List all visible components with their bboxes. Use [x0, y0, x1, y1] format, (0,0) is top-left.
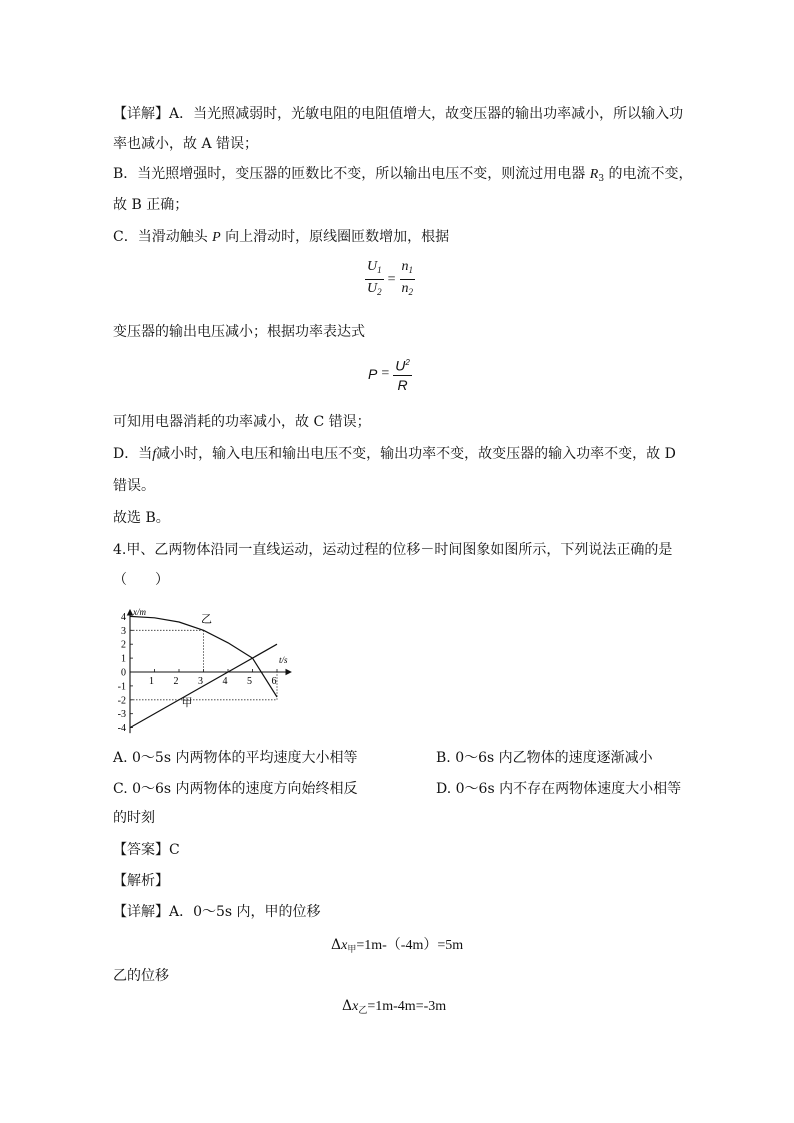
symbol: R: [397, 376, 408, 393]
text-line-2: 率也减小，故 A 错误；: [113, 136, 259, 152]
text-segment: 减小时，输入电压和输出电压不变，输出功率不变，故变压器的输入功率不变，故 D: [156, 446, 676, 462]
y-tick-label: -1: [117, 681, 126, 693]
yi-label: 乙的位移: [113, 968, 169, 984]
y-tick-label: 1: [121, 653, 126, 665]
variable-f: f: [152, 447, 157, 462]
x-tick-label: 3: [198, 676, 203, 687]
text-line-4: 故 B 正确；: [113, 197, 189, 213]
equation-yi: [342, 998, 446, 1016]
symbol: n: [401, 281, 409, 296]
displacement-time-chart: [108, 600, 308, 740]
x-tick-label: 2: [173, 676, 179, 687]
option-b: B. 0～6s 内乙物体的速度逐渐减小: [436, 750, 653, 766]
subscript: 3: [598, 174, 605, 184]
y-tick-label: -2: [117, 695, 126, 707]
fraction-u: [365, 258, 384, 301]
option-d-continued: 的时刻: [113, 810, 155, 826]
text-line-7: 可知用电器消耗的功率减小，故 C 错误；: [113, 414, 371, 430]
text-line-1: 【详解】A．当光照减弱时，光敏电阻的电阻值增大，故变压器的输出功率减小，所以输入功: [113, 106, 684, 122]
y-axis-label: x/m: [133, 607, 146, 618]
x-tick-label: 6: [271, 676, 277, 687]
text-line-10: 故选 B。: [113, 510, 170, 526]
equation-jia: [331, 934, 463, 955]
text-line-8: [113, 444, 676, 465]
question-paren: （ ）: [113, 572, 169, 588]
option-a: A. 0～5s 内两物体的平均速度大小相等: [113, 750, 358, 766]
option-d: D. 0～6s 内不存在两物体速度大小相等: [436, 781, 682, 797]
variable-x: x: [341, 938, 348, 953]
formula-power: [368, 354, 412, 394]
subscript: 1: [377, 265, 382, 275]
fraction-power: [393, 354, 412, 394]
text-segment: D．当: [113, 446, 153, 462]
formula-ratio: [365, 258, 415, 301]
answer-label: 【答案】: [113, 842, 169, 858]
variable-x: x: [352, 999, 359, 1014]
answer-value: C: [169, 842, 180, 858]
text-segment: 的电流不变，: [604, 166, 693, 182]
x-tick-label: 5: [247, 676, 252, 687]
subscript: 1: [408, 265, 414, 275]
equation-rest: =1m-4m=-3m: [367, 999, 447, 1014]
x-tick-label: 4: [222, 676, 228, 687]
y-tick-label: 4: [121, 611, 126, 623]
x-tick-label: 1: [149, 676, 154, 687]
series-yi-label: 乙: [201, 613, 213, 626]
text-segment: 向上滑动时，原线圈匝数增加，根据: [220, 229, 450, 245]
text-line-6: 变压器的输出电压减小；根据功率表达式: [113, 324, 365, 340]
option-c: C. 0～6s 内两物体的速度方向始终相反: [113, 781, 358, 797]
text-segment: C．当滑动触头: [113, 229, 213, 245]
delta-symbol: Δ: [342, 998, 353, 1014]
symbol: U: [367, 281, 378, 296]
superscript: 2: [405, 358, 410, 367]
delta-symbol: Δ: [331, 937, 342, 953]
symbol: U: [395, 357, 406, 374]
text-line-3: [113, 164, 693, 189]
fraction-n: [400, 258, 416, 301]
analysis-detail: 【详解】A．0～5s 内，甲的位移: [113, 904, 321, 920]
y-tick-label: 2: [121, 639, 126, 651]
analysis-label: 【解析】: [113, 873, 169, 889]
y-tick-label: -3: [117, 709, 126, 721]
answer-line: [113, 840, 180, 860]
symbol: U: [367, 259, 378, 274]
series-jia-label: 甲: [181, 697, 193, 710]
text-segment: B．当光照增强时，变压器的匝数比不变，所以输出电压不变，则流过用电器: [113, 166, 590, 182]
symbol-p: P: [368, 365, 378, 382]
y-tick-label: 0: [121, 667, 126, 679]
subscript: 乙: [358, 1006, 368, 1016]
subscript: 甲: [347, 945, 357, 955]
text-line-9: 错误。: [113, 478, 155, 494]
variable-p: P: [212, 230, 221, 245]
text-line-5: [113, 227, 449, 248]
y-tick-label: -4: [117, 723, 126, 735]
equals-sign: =: [381, 365, 390, 381]
subscript: 2: [408, 287, 414, 297]
subscript: 2: [377, 287, 382, 297]
equation-rest: =1m-（-4m）=5m: [356, 938, 464, 953]
question-stem: 4.甲、乙两物体沿同一直线运动，运动过程的位移－时间图象如图所示，下列说法正确的是: [113, 542, 673, 558]
symbol: n: [401, 259, 409, 274]
x-axis-label: t/s: [279, 655, 288, 665]
variable-r: R: [589, 167, 599, 182]
y-tick-label: 3: [121, 625, 126, 637]
equals-sign: =: [387, 271, 396, 287]
